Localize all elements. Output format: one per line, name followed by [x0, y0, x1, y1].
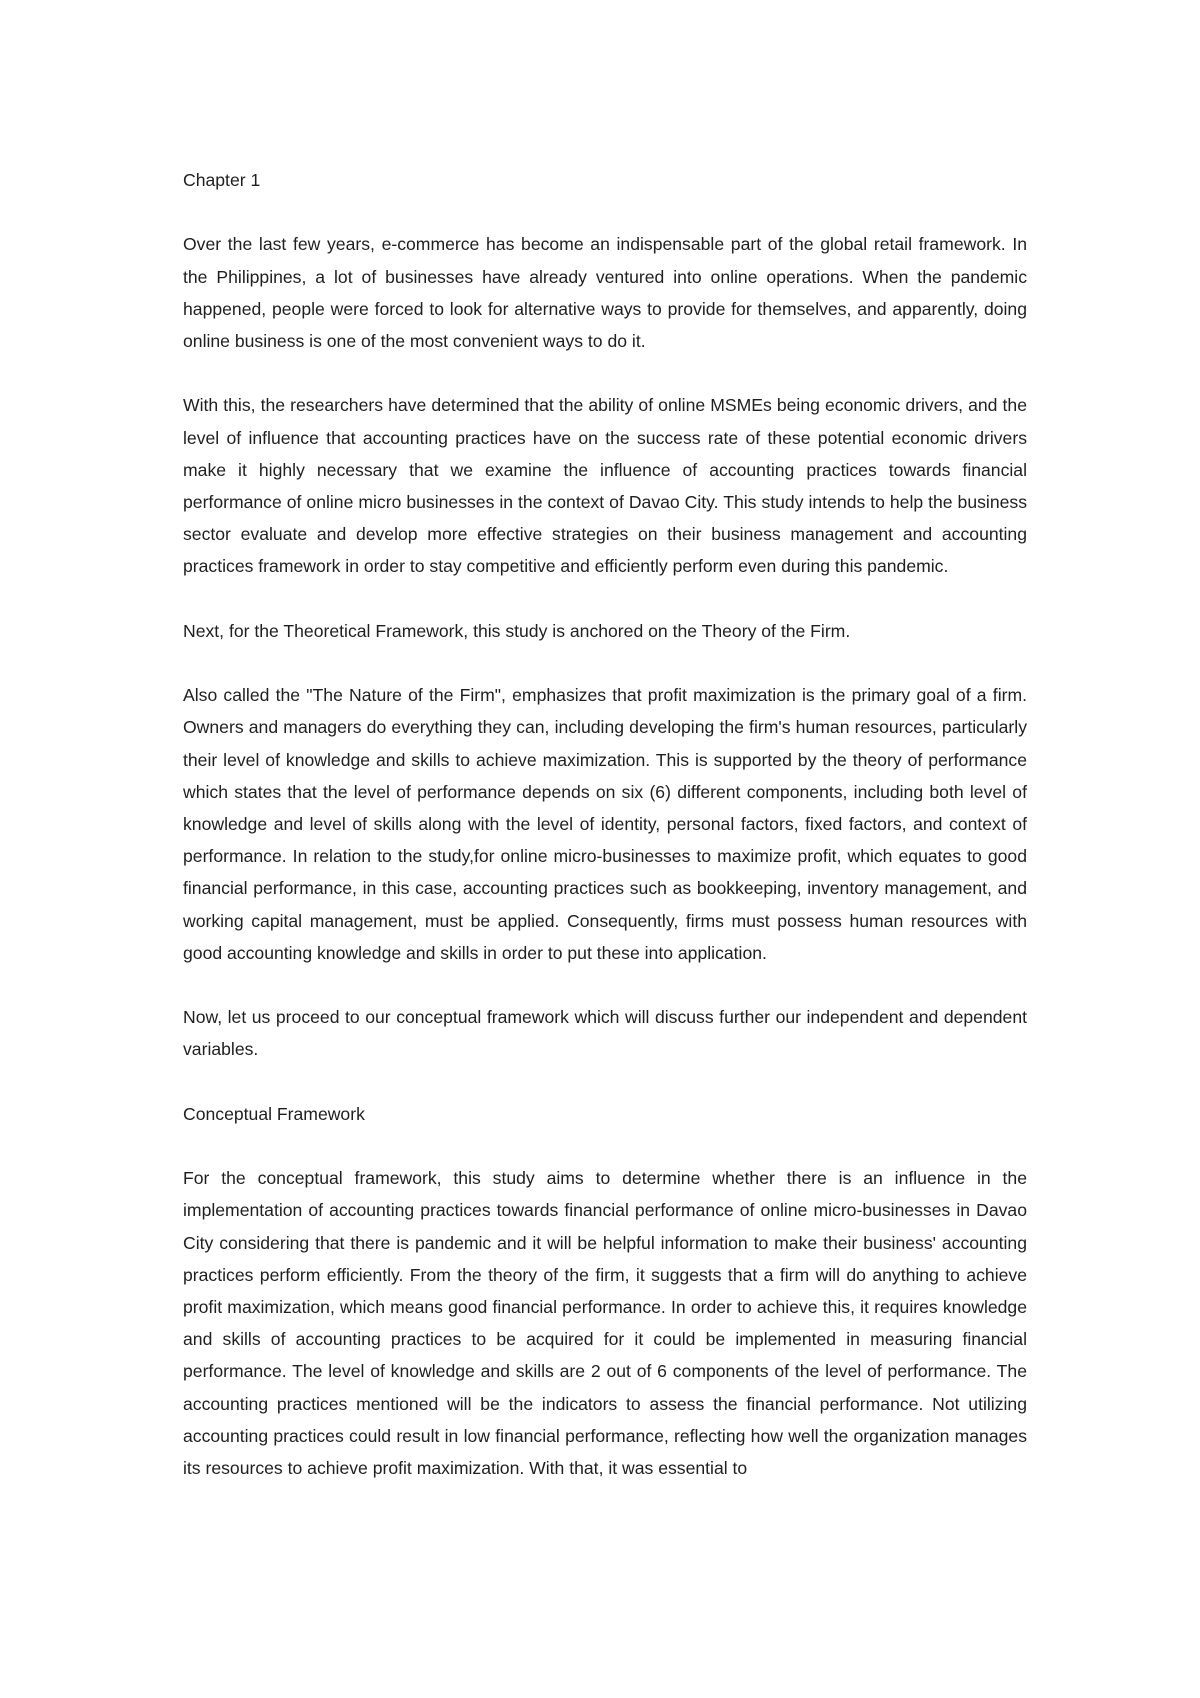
paragraph-conceptual-framework: For the conceptual framework, this study aims to determine whether there is an influence in the implementation of accounting practices towards financial performance of online micro-businesses in Davao City considering that there is pandemic and it will be helpful information to make their business' accounting practices perform efficiently. From the theory of the firm, it suggests that a firm will do anything to achieve profit maximization, which means good financial performance. In order to achieve this, it requires knowledge and skills of accounting practices to be acquired for it could be implemented in measuring financial performance. The level of knowledge and skills are 2 out of 6 components of the level of performance. The accounting practices mentioned will be the indicators to assess the financial performance. Not utilizing accounting practices could result in low financial performance, reflecting how well the organization manages its resources to achieve profit maximization. With that, it was essential to — [183, 1168, 1027, 1479]
paragraph-ecommerce-intro: Over the last few years, e-commerce has become an indispensable part of the global retail framework. In the Philippines, a lot of businesses have already ventured into online operations. When the pandemic happened, people were forced to look for alternative ways to provide for themselves, and apparently, doing online business is one of the most convenient ways to do it. — [183, 234, 1027, 351]
document-body — [183, 164, 1027, 1484]
section-heading-conceptual-framework: Conceptual Framework — [183, 1103, 365, 1124]
paragraph-research-rationale: With this, the researchers have determined that the ability of online MSMEs being economic drivers, and the level of influence that accounting practices have on the success rate of these potential economic drivers make it highly necessary that we examine the influence of accounting practices towards financial performance of online micro businesses in the context of Davao City. This study intends to help the business sector evaluate and develop more effective strategies on their business management and accounting practices framework in order to stay competitive and efficiently perform even during this pandemic. — [183, 395, 1027, 577]
paragraph-transition: Now, let us proceed to our conceptual framework which will discuss further our independent and dependent variables. — [183, 1007, 1027, 1060]
chapter-heading: Chapter 1 — [183, 170, 261, 190]
paragraph-theoretical-framework: Next, for the Theoretical Framework, this study is anchored on the Theory of the Firm. — [183, 620, 851, 641]
paragraph-theory-of-the-firm: Also called the "The Nature of the Firm", emphasizes that profit maximization is the primary goal of a firm. Owners and managers do everything they can, including developing the firm's human resources, particularly their level of knowledge and skills to achieve maximization. This is supported by the theory of performance which states that the level of performance depends on six (6) different components, including both level of knowledge and level of skills along with the level of identity, personal factors, fixed factors, and context of performance. In relation to the study,for online micro-businesses to maximize profit, which equates to good financial performance, in this case, accounting practices such as bookkeeping, inventory management, and working capital management, must be applied. Consequently, firms must possess human resources with good accounting knowledge and skills in order to put these into application. — [183, 685, 1027, 963]
